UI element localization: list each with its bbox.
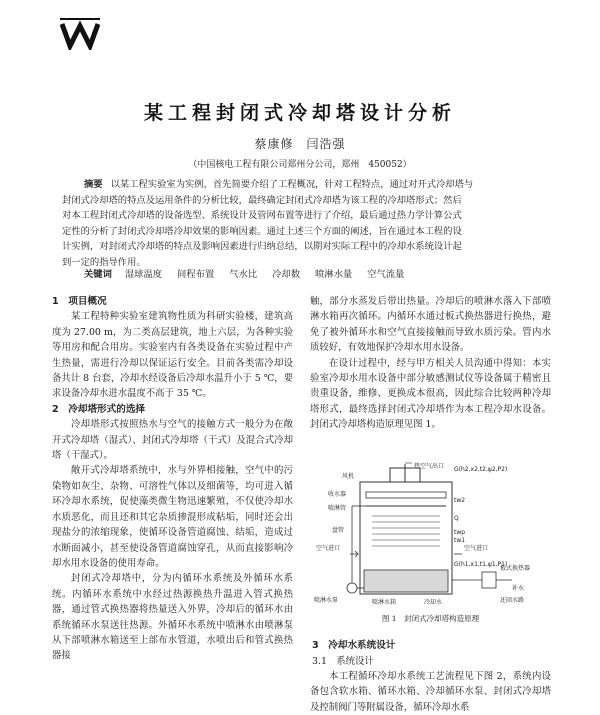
spray-pump-symbol [347,583,357,593]
paper-title: 某工程封闭式冷却塔设计分析 [143,102,456,124]
keywords [84,266,416,280]
label-tw2: tw2 [454,497,466,504]
label-formula-in: G(h1,x1,t1,ψ1,P1) [454,561,508,568]
keyword: 气水比 [229,269,258,280]
label-fan: 风机 [342,473,355,480]
section-heading: 1 项目概况 [52,296,107,307]
keyword: 间程布置 [177,269,215,280]
label-basin: 喷淋水箱 [372,599,397,606]
authors: 蔡康修 闫浩强 [254,137,346,151]
abstract-line: 定性的分析了封闭式冷却塔冷却效果的影响因素。通过上述三个方面的阐述，旨在通过本工程的设 [62,225,462,237]
keyword: 湿球温度 [124,269,163,280]
label-air-in-right: 空气进口 [464,545,489,552]
keyword: 空气流量 [367,269,405,280]
label-fill: 板式换热器 [500,565,531,572]
subsection-heading: 3.1 系统设计 [312,656,374,667]
abstract-line: 到一定的指导作用。 [62,256,146,268]
label-formula-out: G(h2,x2,t2,ψ2,P2) [454,466,508,473]
label-q: Q [454,515,459,522]
label-tw1: tw1 [454,537,466,544]
coil-bundle [372,516,440,546]
label-spray-pump: 喷淋水泵 [314,597,339,604]
paragraph: 某工程特种实验室建筑物性质为科研实验楼，建筑高度为 27.00 m，为二类高层建筑，地上六层，为各种实验等用房和配合用房。实验室内有各类设备在实验过程中产生热量，需进行冷却以保证运行安全。目前各类需冷却设备共计 8 台套，冷却水经设备后冷却水温升小于 5 ℃，要求设备冷却水进水温度不高于 35 ℃。 [52,311,293,400]
paragraph: 敞开式冷却塔系统中，水与外界相接触，空气中的污染物如灰尘、杂物、可溶性气体以及细菌等，均可进入循环冷却水系统，促使藻类微生物迅速繁殖，不仅使冷却水水质恶化，而且还和其它杂质掺混形成粘垢，同时还会出现盐分的浓缩现象，使循环设备管道腐蚀、结垢，造成过水断面减小，甚至使设备管道腐蚀穿孔，从而直接影响冷却水用水设备的使用寿命。 [52,465,293,569]
label-coil: 盘管 [332,527,345,534]
drift-eliminator [366,492,446,498]
label-makeup: 补水 [512,585,525,592]
keywords-label: 关键词 [84,269,112,280]
abstract-line: 以某工程实验室为实例，首先简要介绍了工程概况，针对工程特点，通过对开式冷却塔与 [110,179,474,190]
label-twp: twp [454,529,466,536]
left-column [52,294,293,664]
abstract-line: 计实例，对封闭式冷却塔的特点及影响因素进行归纳总结，以期对实际工程中的冷却水系统设计起 [62,241,462,253]
publisher-logo-icon [60,16,100,50]
label-hot-air: 热空气出口 [414,463,445,470]
right-column [310,294,551,433]
paragraph: 在设计过程中，经与甲方相关人员沟通中得知：本实验室冷却水用水设备中部分敏感测试仪等设备属于精密且贵重设备，维修、更换成本很高，因此综合比较两种冷却塔形式，最终选择封闭式冷却塔作为本工程冷却水设备。封闭式冷却塔构造原理见图 1。 [310,357,551,431]
label-cooling-water: 冷却水 [424,599,443,606]
abstract-line: 封闭式冷却塔的特点及运用条件的分析比较，最终确定封闭式冷却塔为该工程的冷却塔形式；然后 [62,194,462,206]
label-return: 还回水路 [500,597,525,604]
figure-caption: 图 1 封闭式冷却塔构造原理 [381,614,480,623]
label-air-in: 空气进口 [316,545,341,552]
label-eliminator: 收水器 [328,491,347,498]
plate-heat-exchanger [482,572,496,588]
section-heading: 3 冷却水系统设计 [312,640,396,651]
paragraph: 触，部分水蒸发后带出热量。冷却后的喷淋水落入下部喷淋水箱再次循环。内循环水通过板式换热器进行换热，避免了被外循环水和空气直接接触而导致水质污染。管内水质较好，有效地保护冷却水用水设备。 [310,296,551,354]
paragraph: 本工程循环冷却水系统工艺流程见下图 2，系统内设备包含软水箱、循环水箱、冷却循环水泵、封闭式冷却塔及控制阀门等附属设备，循环冷却水系 [310,671,551,713]
spray-basin [364,570,448,592]
abstract-label: 摘要 [84,179,103,190]
cooling-tower-diagram [312,462,548,612]
keyword: 喷淋水量 [314,269,353,280]
section-heading: 2 冷却塔形式的选择 [52,403,146,415]
paragraph: 冷却塔形式按照热水与空气的接触方式一般分为在敞开式冷却塔（湿式）、封闭式冷却塔（干式）及混合式冷却塔（干湿式）。 [52,419,293,462]
affiliation: （中国核电工程有限公司郑州分公司，郑州 450052） [188,160,412,170]
abstract [62,177,538,271]
abstract-line: 对本工程封闭式冷却塔的设备选型、系统设计及管网布置等进行了介绍，最后通过热力学计算公式 [62,210,462,222]
label-spray-pipe: 喷淋管 [328,505,347,512]
keyword: 冷却数 [272,269,300,280]
paragraph: 封闭式冷却塔中，分为内循环水系统及外循环水系统。内循环水系统中水经过热源换热升温进入管式换热器，通过管式换热器将热量送入外界，冷却后的循环水由系统循环水泵送往热源。外循环水系统中喷淋水由喷淋泵从下部喷淋水箱送至上部布水管道，水喷出后和管式换热器接 [52,573,293,662]
